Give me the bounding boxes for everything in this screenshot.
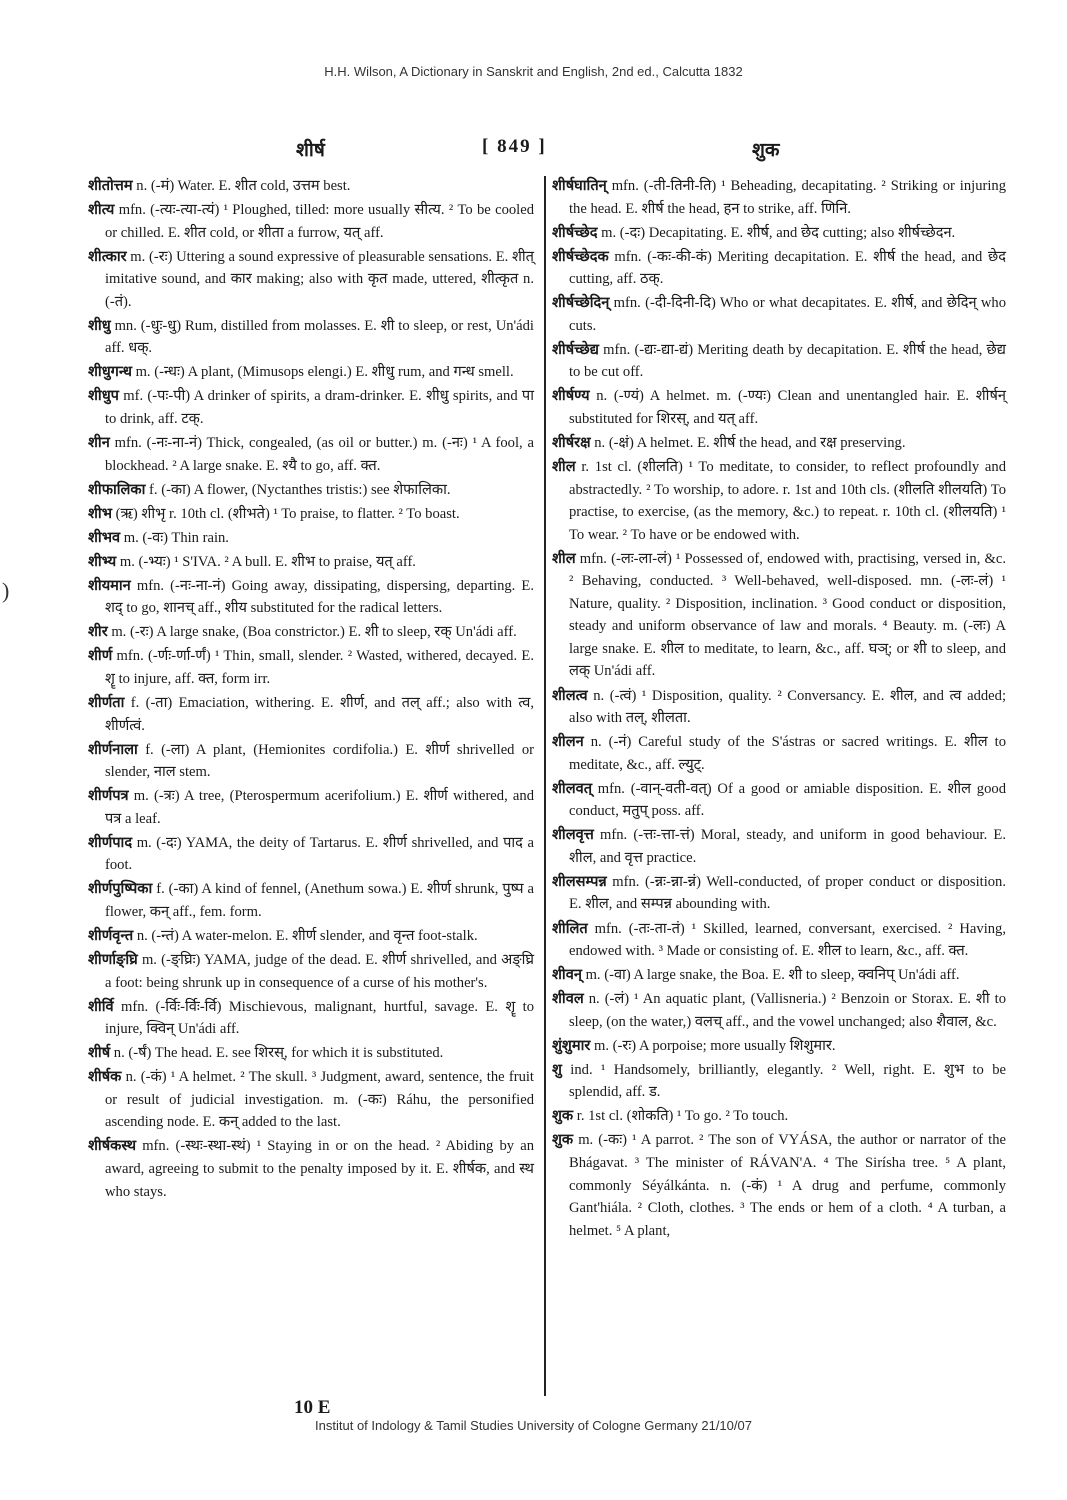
entry-definition: mfn. (-लः-ला-लं) ¹ Possessed of, endowed with, practising, versed in, &c. ² Behaving, conducted. ³ Well-behaved, well-disposed. mn. (-लः-लं) ¹ Nature, quality. ² Disposition, inclination. ³ Good conduct or disposition, steady and uniform observance of law and morals. ⁴ Beauty. m. (-लः) A large snake. E. शील to meditate, to learn, &c., aff. घञ्; or शी to sleep, and लक् Un'ádi aff. (569, 550, 1006, 680)
entry-definition: m. (-दः) Decapitating. E. शीर्ष, and छेद cutting; also शीर्षच्छेदन. (597, 224, 956, 241)
dictionary-entry (88, 385, 534, 430)
dictionary-entry (552, 548, 1006, 683)
footer-credit: Institut of Indology & Tamil Studies University of Cologne Germany 21/10/07 (315, 1418, 752, 1433)
entry-headword: शीलसम्पन्न (552, 873, 607, 890)
dictionary-entry (552, 385, 1006, 430)
entry-definition: n. (-मं) Water. E. शीत cold, उत्तम best. (132, 178, 351, 194)
entry-definition: f. (-का) A flower, (Nyctanthes tristis:) see शेफालिका. (145, 481, 451, 498)
dictionary-entry (552, 222, 1006, 245)
source-credit: H.H. Wilson, A Dictionary in Sanskrit and English, 2nd ed., Calcutta 1832 (324, 64, 743, 79)
dictionary-entry (88, 996, 534, 1041)
right-column (552, 175, 1006, 1244)
entry-definition: mfn. (-स्थः-स्था-स्थं) ¹ Staying in or on the head. ² Abiding by an award, agreeing to submit to the penalty imposed by it. E. शीर्षक, and स्थ who stays. (105, 1138, 534, 1200)
entry-headword: शीयमान (88, 577, 131, 594)
entry-headword: शीधु (88, 317, 111, 334)
entry-headword: शीर्णपाद (88, 834, 133, 851)
dictionary-entry (88, 527, 534, 550)
entry-headword: शीभ (88, 505, 112, 522)
entry-headword: शीर (88, 624, 108, 641)
entry-definition: mfn. (-न्नः-न्ना-न्नं) Well-conducted, of proper conduct or disposition. E. शील, and सम्पन्न abounding with. (569, 873, 1006, 913)
entry-headword: शीलवत् (552, 780, 593, 797)
page-number: [ 849 ] (482, 136, 547, 157)
entry-headword: शीलत्व (552, 687, 588, 704)
entry-definition: n. (-कं) ¹ A helmet. ² The skull. ³ Judgment, award, sentence, the fruit or result of judicial investigation. m. (-कः) Ráhu, the personified ascending node. E. कन् added to the last. (105, 1069, 534, 1131)
dictionary-entry (552, 685, 1006, 730)
dictionary-entry (552, 778, 1006, 823)
entry-definition: m. (-रः) A large snake, (Boa constrictor.) E. शी to sleep, रक् Un'ádi aff. (107, 624, 517, 641)
dictionary-entry (88, 785, 534, 830)
entry-headword: शीर्षण्य (552, 388, 590, 405)
entry-definition: mfn. (-ती-तिनी-ति) ¹ Beheading, decapitating. ² Striking or injuring the head. E. शीर्ष the head, हन to strike, aff. णिनि. (569, 178, 1006, 217)
entry-headword: शु (552, 1061, 562, 1078)
dictionary-entry (88, 361, 534, 384)
entry-definition: f. (-ता) Emaciation, withering. E. शीर्ण, and तल् aff.; also with त्व, शीर्णत्वं. (105, 695, 534, 734)
dictionary-entry (552, 1059, 1006, 1104)
entry-definition: mfn. (-तः-ता-तं) ¹ Skilled, learned, conversant, exercised. ² Having, endowed with. ³ Made or consisting of. E. शील to learn, &c., aff. क्त. (569, 920, 1006, 960)
entry-definition: n. (-क्षं) A helmet. E. शीर्ष the head, and रक्ष preserving. (590, 435, 906, 452)
entry-headword: शीलन (552, 734, 584, 751)
entry-definition: ind. ¹ Handsomely, brilliantly, elegantly. ² Well, right. E. शुभ to be splendid, aff. ड. (561, 1061, 1006, 1101)
dictionary-entry (88, 739, 534, 784)
entry-headword: शीर्ण (88, 648, 113, 665)
entry-headword: शील (552, 550, 576, 567)
entry-definition: mfn. (-वान्-वती-वत्) Of a good or amiable disposition. E. शील good conduct, मतुप् poss. aff. (569, 780, 1006, 820)
dictionary-entry (552, 871, 1006, 916)
entry-headword: शीर्षकस्थ (88, 1138, 137, 1155)
dictionary-entry (88, 432, 534, 477)
dictionary-entry (552, 918, 1006, 963)
entry-headword: शीर्णपुष्पिका (88, 881, 153, 898)
entry-definition: m. (-वा) A large snake, the Boa. E. शी to sleep, क्वनिप् Un'ádi aff. (581, 967, 960, 984)
dictionary-entry (552, 339, 1006, 384)
dictionary-entry (552, 1129, 1006, 1242)
dictionary-entry (88, 246, 534, 314)
entry-headword: शीवन् (552, 967, 582, 984)
entry-definition: mfn. (-त्तः-त्ता-त्तं) Moral, steady, and uniform in good behaviour. E. शील, and वृत्त practice. (569, 827, 1006, 866)
dictionary-entry (88, 503, 534, 526)
entry-headword: शीभ्य (88, 553, 117, 570)
dictionary-entry (88, 621, 534, 644)
entry-headword: शीर्ष (88, 1045, 111, 1062)
entry-headword: शीर्णनाला (88, 741, 138, 758)
entry-headword: शीफालिका (88, 481, 146, 498)
entry-headword: शीन (88, 435, 110, 452)
dictionary-entry (88, 175, 534, 198)
entry-definition: mfn. (-द्यः-द्या-द्यं) Meriting death by decapitation. E. शीर्ष the head, छेद्य to be cut off. (569, 341, 1006, 381)
dictionary-entry (552, 246, 1006, 291)
entry-headword: शीलवृत्त (552, 827, 594, 844)
dictionary-entry (552, 1035, 1006, 1058)
entry-headword: शीर्षघातिन् (552, 178, 607, 194)
entry-definition: mfn. (-र्णः-र्णा-र्णं) ¹ Thin, small, slender. ² Wasted, withered, decayed. E. शॄ to injure, aff. क्त, form irr. (105, 648, 534, 687)
dictionary-entry (552, 1105, 1006, 1128)
dictionary-entry (552, 964, 1006, 987)
running-head-right: शुक (752, 140, 780, 161)
running-head-left: शीर्ष (296, 140, 325, 161)
entry-definition: f. (-ला) A plant, (Hemionites cordifolia.) E. शीर्ण shrivelled or slender, नाल stem. (105, 741, 534, 781)
entry-definition: n. (-त्वं) ¹ Disposition, quality. ² Conversancy. E. शील, and त्व added; also with तल्, शीलता. (569, 687, 1006, 727)
entry-headword: शीधुप (88, 388, 119, 405)
entry-definition: m. (-कः) ¹ A parrot. ² The son of VYÁSA, the author or narrator of the Bhágavat. ³ The minister of RÁVAN'A. ⁴ The Sirísha tree. ⁵ A plant, commonly Séyálkánta. n. (-कं) ¹ A drug and perfume, commonly Gant'hiála. ² Cloth, clothes. ³ The ends or hem of a cloth. ⁴ A turban, a helmet. ⁵ A plant, (569, 1132, 1006, 1239)
dictionary-entry (88, 575, 534, 620)
entry-definition: n. (-र्षं) The head. E. see शिरस्, for which it is substituted. (110, 1045, 444, 1062)
entry-definition: mfn. (-दी-दिनी-दि) Who or what decapitates. E. शीर्ष, and छेदिन् who cuts. (569, 295, 1006, 334)
dictionary-entry (88, 949, 534, 994)
entry-definition: mfn. (-नः-ना-नं) Thick, congealed, (as oil or butter.) m. (-नः) ¹ A fool, a blockhead. ² A large snake. E. श्यै to go, aff. क्त. (105, 435, 534, 474)
dictionary-entry (88, 1135, 534, 1203)
dictionary-entry (88, 1042, 534, 1065)
entry-definition: m. (-दः) YAMA, the deity of Tartarus. E. शीर्ण shrivelled, and पाद a foot. (105, 834, 534, 874)
dictionary-entry (552, 824, 1006, 869)
entry-headword: शीतोत्तम (88, 178, 133, 194)
entry-definition: (ऋ) शीभृ r. 10th cl. (शीभते) ¹ To praise, to flatter. ² To boast. (111, 505, 460, 522)
entry-headword: शीत्कार (88, 248, 127, 265)
entry-headword: शुंशुमार (552, 1037, 591, 1054)
entry-headword: शीत्य (88, 202, 115, 219)
entry-definition: f. (-का) A kind of fennel, (Anethum sowa.) E. शीर्ण shrunk, पुष्प a flower, कन् aff., fem. form. (105, 881, 534, 920)
dictionary-entry (88, 315, 534, 360)
dictionary-entry (88, 878, 534, 923)
entry-headword: शीर्णपत्र (88, 788, 129, 805)
entry-definition: m. (-ङ्घ्रिः) YAMA, judge of the dead. E. शीर्ण shrivelled, and अङ्घ्रि a foot: being shrunk up in consequence of a curse of his mother's. (105, 952, 534, 991)
entry-headword: शीर्षच्छेद्य (552, 341, 599, 358)
dictionary-entry (552, 175, 1006, 220)
entry-headword: शील (552, 459, 576, 476)
entry-definition: n. (-नं) Careful study of the S'ástras or sacred writings. E. शील to meditate, &c., aff. ल्युट्. (569, 734, 1006, 773)
dictionary-entry (88, 551, 534, 574)
entry-headword: शीर्णवृन्त (88, 928, 134, 944)
entry-definition: m. (-न्धः) A plant, (Mimusops elengi.) E. शीधु rum, and गन्ध smell. (131, 364, 514, 381)
left-column (88, 175, 534, 1205)
dictionary-entry (552, 292, 1006, 337)
entry-headword: शीलित (552, 920, 588, 937)
entry-headword: शुक (552, 1132, 574, 1149)
entry-headword: शीर्षच्छेदिन् (552, 295, 610, 312)
entry-headword: शीभव (88, 529, 121, 546)
entry-headword: शीर्षरक्ष (552, 435, 591, 452)
entry-headword: शीर्वि (88, 998, 114, 1015)
entry-definition: n. (-लं) ¹ An aquatic plant, (Vallisneria.) ² Benzoin or Storax. E. शी to sleep, (on the water,) वलच् aff., and the vowel unchanged; also शैवाल, &c. (569, 991, 1006, 1030)
entry-headword: शीर्षच्छेद (552, 224, 598, 241)
entry-definition: n. (-न्तं) A water-melon. E. शीर्ण slender, and वृन्त foot-stalk. (133, 928, 478, 944)
scan-edge-mark: ) (2, 578, 10, 603)
entry-definition: m. (-रः) Uttering a sound expressive of pleasurable sensations. E. शीत् imitative sound, and कार making; also with कृत made, uttered, शीत्कृत n. (-तं). (105, 248, 534, 310)
dictionary-entry (88, 645, 534, 690)
dictionary-entry (88, 479, 534, 502)
entry-definition: mfn. (-नः-ना-नं) Going away, dissipating, dispersing, departing. E. शद् to go, शानच् aff., शीय substituted for the radical letters. (105, 577, 534, 617)
entry-definition: mf. (-पः-पी) A drinker of spirits, a dram-drinker. E. शीधु spirits, and पा to drink, aff. टक्. (105, 388, 534, 427)
dictionary-entry (552, 456, 1006, 546)
entry-headword: शुक (552, 1108, 574, 1125)
dictionary-entry (88, 199, 534, 244)
entry-headword: शीवल (552, 991, 584, 1008)
entry-definition: m. (-भ्यः) ¹ S'IVA. ² A bull. E. शीभ to praise, यत् aff. (116, 553, 416, 570)
entry-definition: r. 1st cl. (शीलति) ¹ To meditate, to consider, to reflect profoundly and abstractedly. ² To worship, to adore. r. 1st and 10th cls. (शीलति शीलयति) To practise, to exercise, (as the memory, &c.) to repeat. r. 10th cl. (शीलयति) ¹ To wear. ² To have or be endowed with. (569, 459, 1006, 543)
dictionary-entry (88, 925, 534, 948)
entry-definition: m. (-वः) Thin rain. (120, 529, 229, 546)
entry-definition: r. 1st cl. (शोकति) ¹ To go. ² To touch. (573, 1108, 789, 1125)
entry-definition: mfn. (-र्विः-र्विः-र्वि) Mischievous, malignant, hurtful, savage. E. शॄ to injure, क्विन् Un'ádi aff. (105, 998, 534, 1038)
entry-headword: शीर्षक (88, 1069, 122, 1086)
entry-headword: शीधुगन्ध (88, 364, 132, 381)
entry-definition: n. (-ण्यं) A helmet. m. (-ण्यः) Clean and unentangled hair. E. शीर्षन् substituted for शिरस्, and यत् aff. (569, 388, 1006, 427)
dictionary-entry (552, 988, 1006, 1033)
dictionary-entry (88, 692, 534, 737)
signature-mark: 10 E (294, 1397, 331, 1418)
entry-definition: mfn. (-त्यः-त्या-त्यं) ¹ Ploughed, tilled: more usually सीत्य. ² To be cooled or chilled. E. शीत cold, or शीता a furrow, यत् aff. (105, 202, 534, 241)
dictionary-entry (552, 731, 1006, 776)
entry-definition: m. (-रः) A porpoise; more usually शिशुमार. (590, 1037, 836, 1054)
dictionary-entry (552, 432, 1006, 455)
entry-headword: शीर्षच्छेदक (552, 248, 609, 265)
entry-definition: m. (-त्रः) A tree, (Pterospermum acerifolium.) E. शीर्ण withered, and पत्र a leaf. (105, 788, 534, 827)
dictionary-entry (88, 832, 534, 877)
entry-definition: mfn. (-कः-की-कं) Meriting decapitation. E. शीर्ष the head, and छेद cutting, aff. ठक्. (569, 248, 1006, 288)
entry-definition: mn. (-धुः-धु) Rum, distilled from molasses. E. शी to sleep, or rest, Un'ádi aff. धक्. (105, 317, 534, 357)
entry-headword: शीर्णता (88, 695, 125, 712)
column-divider (544, 176, 546, 1396)
entry-headword: शीर्णाङ्घ्रि (88, 952, 138, 969)
dictionary-entry (88, 1066, 534, 1134)
